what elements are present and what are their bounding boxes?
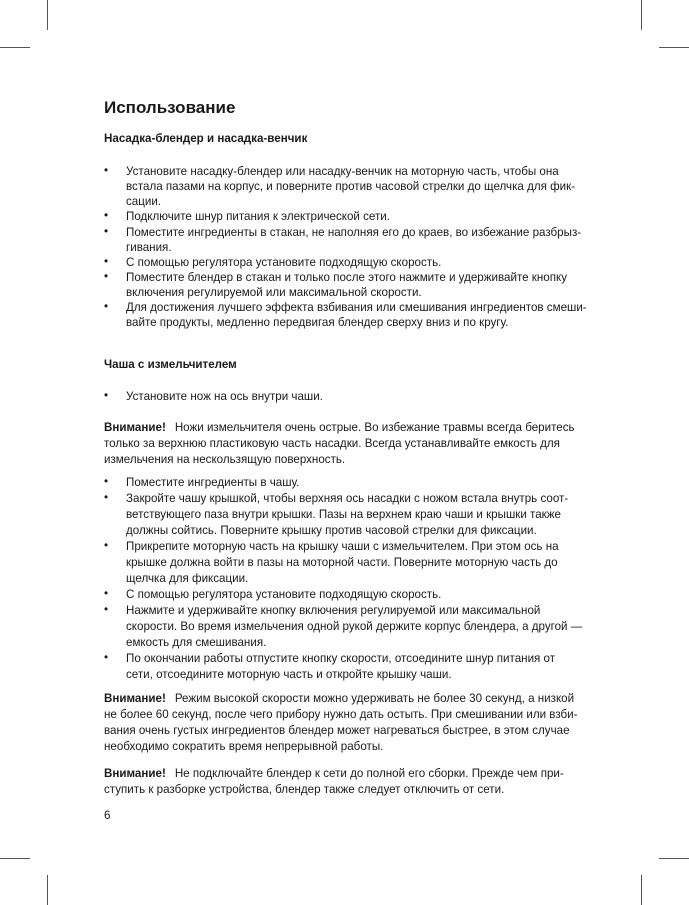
- list-item: [104, 209, 587, 224]
- page-number: 6: [104, 809, 111, 822]
- list-item: [104, 300, 587, 330]
- list-item-line: Поместите ингредиенты в чашу.: [126, 476, 300, 489]
- bullet-icon: •: [104, 491, 109, 504]
- warning-line: [104, 707, 578, 723]
- crop-mark: [659, 47, 689, 48]
- list-item-line: Поместите ингредиенты в стакан, не наполняя его до краев, во избежание разбрыз-: [126, 225, 582, 239]
- list-item: [104, 587, 582, 603]
- crop-mark: [47, 875, 48, 905]
- warning-line: [104, 766, 564, 782]
- section-heading-blender: Насадка-блендер и насадка-венчик: [104, 132, 308, 145]
- crop-mark: [659, 858, 689, 859]
- warning-text: не более 60 секунд, после чего прибору нужно дать остыть. При смешивании или взби-: [104, 708, 578, 721]
- list-item-line: С помощью регулятора установите подходящую скорость.: [126, 588, 442, 601]
- list-item-line: сации.: [126, 195, 162, 209]
- warning-line: [104, 691, 578, 707]
- bullet-icon: •: [104, 209, 109, 223]
- bullet-list: [104, 389, 323, 405]
- list-item-line: Прикрепите моторную часть на крышку чаши с измельчителем. При этом ось на: [126, 540, 559, 553]
- warning-line: [104, 436, 575, 452]
- list-item: [104, 475, 582, 491]
- bullet-icon: •: [104, 603, 109, 616]
- warning-note: [104, 766, 564, 798]
- list-item-line: Для достижения лучшего эффекта взбивания или смешивания ингредиентов смеши-: [126, 301, 587, 315]
- bullet-list: [104, 475, 582, 683]
- list-item-line: сети, отсоедините моторную часть и откройте крышку чаши.: [126, 668, 452, 681]
- list-item-line: С помощью регулятора установите подходящую скорость.: [126, 255, 442, 269]
- list-item: [104, 389, 323, 405]
- warning-text: вания очень густых ингредиентов блендер может нагреваться быстрее, в этом случае: [104, 724, 570, 737]
- list-item-line: Подключите шнур питания к электрической сети.: [126, 210, 390, 224]
- crop-mark: [641, 0, 642, 30]
- list-item-line: Закройте чашу крышкой, чтобы верхняя ось насадки с ножом встала внутрь соот-: [126, 492, 569, 505]
- list-item-line: щелчка для фиксации.: [126, 572, 249, 585]
- warning-label: Внимание!: [104, 421, 166, 434]
- list-item-line: скорости. Во время измельчения одной рукой держите корпус блендера, а другой —: [126, 620, 583, 633]
- warning-line: [104, 782, 564, 798]
- section-heading-chopper: Чаша с измельчителем: [104, 358, 237, 371]
- warning-line: [104, 739, 578, 755]
- crop-mark: [641, 875, 642, 905]
- warning-text: Не подключайте блендер к сети до полной его сборки. Прежде чем при-: [174, 767, 564, 780]
- warning-text: измельчения на нескользящую поверхность.: [104, 453, 346, 466]
- bullet-icon: •: [104, 254, 109, 268]
- bullet-icon: •: [104, 164, 109, 177]
- warning-text: Ножи измельчителя очень острые. Во избежание травмы всегда беритесь: [174, 421, 575, 434]
- warning-text: необходимо сократить время непрерывной работы.: [104, 740, 384, 753]
- warning-text: только за верхнюю пластиковую часть насадки. Всегда устанавливайте емкость для: [104, 437, 560, 450]
- list-item-line: емкость для смешивания.: [126, 636, 267, 649]
- list-item-line: Установите нож на ось внутри чаши.: [126, 390, 323, 403]
- bullet-icon: •: [104, 269, 109, 283]
- page-title: Использование: [104, 98, 236, 117]
- crop-mark: [47, 0, 48, 30]
- list-item-line: гивания.: [126, 240, 172, 254]
- warning-line: [104, 420, 575, 436]
- warning-note: [104, 691, 578, 755]
- crop-mark: [0, 858, 30, 859]
- warning-line: [104, 452, 575, 468]
- warning-line: [104, 723, 578, 739]
- list-item: [104, 603, 582, 651]
- list-item-line: Установите насадку-блендер или насадку-венчик на моторную часть, чтобы она: [126, 165, 559, 178]
- warning-text: ступить к разборке устройства, блендер также следует отключить от сети.: [104, 783, 505, 796]
- list-item-line: встала пазами на корпус, и поверните против часовой стрелки до щелчка для фик-: [126, 180, 576, 194]
- list-item: [104, 651, 582, 683]
- bullet-icon: •: [104, 300, 109, 314]
- bullet-icon: •: [104, 224, 109, 238]
- crop-mark: [0, 47, 30, 48]
- list-item-line: включения регулируемой или максимальной скорости.: [126, 286, 422, 300]
- list-item: [104, 225, 587, 255]
- bullet-icon: •: [104, 587, 109, 600]
- warning-label: Внимание!: [104, 692, 166, 705]
- list-item-line: крышке должна войти в пазы на моторной части. Поверните моторную часть до: [126, 556, 558, 569]
- list-item: [104, 270, 587, 300]
- warning-note: [104, 420, 575, 468]
- bullet-icon: •: [104, 475, 109, 488]
- bullet-icon: •: [104, 389, 109, 402]
- warning-text: Режим высокой скорости можно удерживать не более 30 секунд, а низкой: [174, 692, 575, 705]
- list-item-line: вайте продукты, медленно передвигая блендер сверху вниз и по кругу.: [126, 316, 509, 330]
- list-item: [104, 164, 587, 209]
- list-item-line: Нажмите и удерживайте кнопку включения регулируемой или максимальной: [126, 604, 541, 617]
- list-item-line: должны сойтись. Поверните крышку против часовой стрелки для фиксации.: [126, 524, 537, 537]
- list-item-line: ветствующего паза внутри крышки. Пазы на верхнем краю чаши и крышки также: [126, 508, 561, 521]
- list-item: [104, 491, 582, 539]
- warning-label: Внимание!: [104, 767, 166, 780]
- list-item: [104, 255, 587, 270]
- bullet-icon: •: [104, 539, 109, 552]
- bullet-icon: •: [104, 651, 109, 664]
- bullet-list: [104, 164, 587, 331]
- list-item-line: По окончании работы отпустите кнопку скорости, отсоедините шнур питания от: [126, 652, 556, 665]
- list-item-line: Поместите блендер в стакан и только после этого нажмите и удерживайте кнопку: [126, 270, 567, 284]
- list-item: [104, 539, 582, 587]
